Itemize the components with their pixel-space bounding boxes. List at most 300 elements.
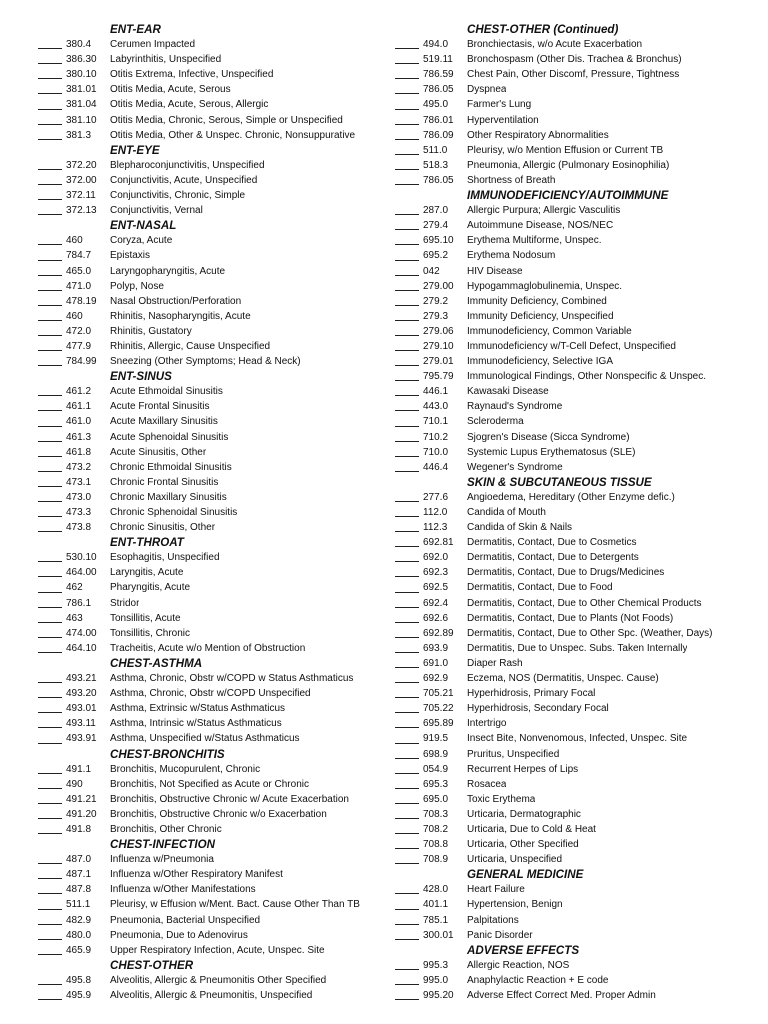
diagnosis-code: 461.1 (66, 401, 92, 413)
checkbox-blank-line[interactable] (38, 275, 62, 276)
code-row (392, 550, 768, 565)
diagnosis-description: Dermatitis, Contact, Due to Food (467, 582, 613, 594)
checkbox-blank-line[interactable] (395, 305, 419, 306)
diagnosis-description: Immunodeficiency w/T-Cell Defect, Unspecified (467, 340, 676, 352)
code-row (392, 641, 768, 656)
checkbox-blank-line[interactable] (395, 154, 419, 155)
diagnosis-description: Dermatitis, Contact, Due to Detergents (467, 552, 639, 564)
code-row (0, 248, 384, 263)
checkbox-blank-line[interactable] (395, 848, 419, 849)
checkbox-blank-line[interactable] (38, 214, 62, 215)
diagnosis-code: 784.99 (66, 356, 97, 368)
code-row (392, 988, 768, 1003)
checkbox-blank-line[interactable] (395, 788, 419, 789)
diagnosis-description: Insect Bite, Nonvenomous, Infected, Unspec. Site (467, 733, 688, 745)
checkbox-blank-line[interactable] (395, 909, 419, 910)
checkbox-blank-line[interactable] (38, 576, 62, 577)
code-row (392, 37, 768, 52)
code-row (392, 822, 768, 837)
diagnosis-code: 919.5 (423, 733, 449, 745)
diagnosis-description: Laryngopharyngitis, Acute (110, 265, 226, 277)
checkbox-blank-line[interactable] (395, 712, 419, 713)
checkbox-blank-line[interactable] (395, 229, 419, 230)
code-row (392, 339, 768, 354)
code-row (392, 535, 768, 550)
checkbox-blank-line[interactable] (38, 712, 62, 713)
diagnosis-description: Dermatitis, Contact, Due to Plants (Not Foods) (467, 612, 674, 624)
checkbox-blank-line[interactable] (38, 184, 62, 185)
code-row (0, 309, 384, 324)
section-heading-skin-subcutaneous-tissue: SKIN & SUBCUTANEOUS TISSUE (467, 475, 652, 489)
code-row (0, 701, 384, 716)
code-row (392, 596, 768, 611)
checkbox-blank-line[interactable] (395, 924, 419, 925)
diagnosis-description: Allergic Purpura; Allergic Vasculitis (467, 205, 621, 217)
checkbox-blank-line[interactable] (395, 214, 419, 215)
checkbox-blank-line[interactable] (38, 426, 62, 427)
checkbox-blank-line[interactable] (395, 244, 419, 245)
diagnosis-code: 279.2 (423, 295, 449, 307)
diagnosis-description: Urticaria, Unspecified (467, 854, 563, 866)
diagnosis-description: Otitis Media, Acute, Serous (110, 84, 231, 96)
code-row (392, 656, 768, 671)
checkbox-blank-line[interactable] (395, 833, 419, 834)
code-row (392, 248, 768, 263)
code-row (392, 294, 768, 309)
code-row (0, 897, 384, 912)
section-heading-ent-throat: ENT-THROAT (110, 536, 184, 550)
code-row (392, 973, 768, 988)
checkbox-blank-line[interactable] (38, 516, 62, 517)
checkbox-blank-line[interactable] (395, 803, 419, 804)
checkbox-blank-line[interactable] (38, 260, 62, 261)
diagnosis-description: Shortness of Breath (467, 174, 556, 186)
diagnosis-description: Bronchitis, Obstructive Chronic w/o Exacerbation (110, 808, 327, 820)
diagnosis-code: 692.0 (423, 552, 449, 564)
section-heading-chest-bronchitis: CHEST-BRONCHITIS (110, 747, 225, 761)
diagnosis-code: 493.20 (66, 688, 97, 700)
diagnosis-description: Conjunctivitis, Acute, Unspecified (110, 174, 258, 186)
checkbox-blank-line[interactable] (38, 456, 62, 457)
checkbox-blank-line[interactable] (395, 773, 419, 774)
diagnosis-code: 279.4 (423, 220, 449, 232)
checkbox-blank-line[interactable] (395, 395, 419, 396)
diagnosis-description: Cerumen Impacted (110, 39, 196, 51)
diagnosis-code: 277.6 (423, 491, 449, 503)
checkbox-blank-line[interactable] (38, 652, 62, 653)
diagnosis-code: 995.20 (423, 990, 454, 1001)
checkbox-blank-line[interactable] (38, 124, 62, 125)
diagnosis-description: Toxic Erythema (467, 793, 536, 805)
diagnosis-code: 381.01 (66, 84, 97, 96)
code-row (0, 641, 384, 656)
checkbox-blank-line[interactable] (395, 93, 419, 94)
diagnosis-code: 692.4 (423, 597, 449, 609)
checkbox-blank-line[interactable] (395, 622, 419, 623)
diagnosis-description: Diaper Rash (467, 657, 523, 669)
checkbox-blank-line[interactable] (38, 199, 62, 200)
checkbox-blank-line[interactable] (395, 48, 419, 49)
diagnosis-description: Panic Disorder (467, 929, 533, 941)
checkbox-blank-line[interactable] (395, 727, 419, 728)
code-row (392, 158, 768, 173)
checkbox-blank-line[interactable] (395, 335, 419, 336)
diagnosis-description: Influenza w/Other Respiratory Manifest (110, 869, 283, 881)
code-row (0, 128, 384, 143)
diagnosis-description: Labyrinthitis, Unspecified (110, 54, 222, 66)
diagnosis-code: 372.13 (66, 205, 97, 217)
diagnosis-code: 705.21 (423, 688, 454, 700)
diagnosis-description: Chronic Sinusitis, Other (110, 522, 216, 534)
checkbox-blank-line[interactable] (38, 305, 62, 306)
diagnosis-description: Immunodeficiency, Selective IGA (467, 356, 613, 368)
checkbox-blank-line[interactable] (38, 954, 62, 955)
diagnosis-description: Pneumonia, Allergic (Pulmonary Eosinophilia) (467, 159, 670, 171)
diagnosis-code: 473.3 (66, 507, 92, 518)
code-row (0, 807, 384, 822)
code-row (392, 897, 768, 912)
checkbox-blank-line[interactable] (38, 486, 62, 487)
checkbox-blank-line[interactable] (38, 863, 62, 864)
diagnosis-description: Asthma, Intrinsic w/Status Asthmaticus (110, 718, 282, 730)
diagnosis-description: Autoimmune Disease, NOS/NEC (467, 220, 614, 232)
checkbox-blank-line[interactable] (395, 63, 419, 64)
checkbox-blank-line[interactable] (38, 531, 62, 532)
diagnosis-code: 381.04 (66, 99, 97, 111)
diagnosis-code: 460 (66, 235, 83, 247)
code-row (392, 67, 768, 82)
checkbox-blank-line[interactable] (395, 426, 419, 427)
diagnosis-description: HIV Disease (467, 265, 523, 277)
diagnosis-code: 279.01 (423, 356, 454, 368)
diagnosis-code: 784.7 (66, 250, 92, 262)
code-row (0, 97, 384, 112)
diagnosis-code: 463 (66, 612, 83, 624)
diagnosis-code: 465.9 (66, 944, 92, 956)
checkbox-blank-line[interactable] (395, 320, 419, 321)
diagnosis-description: Dermatitis, Contact, Due to Other Spc. (Weather, Days) (467, 627, 713, 639)
diagnosis-description: Tonsillitis, Chronic (110, 627, 191, 639)
code-row (0, 943, 384, 958)
checkbox-blank-line[interactable] (38, 561, 62, 562)
checkbox-blank-line[interactable] (38, 169, 62, 170)
diagnosis-description: Asthma, Extrinsic w/Status Asthmaticus (110, 703, 286, 715)
checkbox-blank-line[interactable] (38, 78, 62, 79)
diagnosis-code: 710.1 (423, 416, 449, 428)
checkbox-blank-line[interactable] (395, 999, 419, 1000)
code-row (392, 460, 768, 475)
checkbox-blank-line[interactable] (38, 999, 62, 1000)
diagnosis-description: Rhinitis, Gustatory (110, 325, 192, 337)
diagnosis-code: 786.59 (423, 69, 454, 81)
checkbox-blank-line[interactable] (395, 682, 419, 683)
diagnosis-code: 695.2 (423, 250, 449, 262)
checkbox-blank-line[interactable] (38, 471, 62, 472)
diagnosis-description: Blepharoconjunctivitis, Unspecified (110, 159, 265, 171)
checkbox-blank-line[interactable] (395, 441, 419, 442)
checkbox-blank-line[interactable] (38, 939, 62, 940)
diagnosis-description: Scleroderma (467, 416, 524, 428)
code-row (392, 505, 768, 520)
code-row (392, 686, 768, 701)
checkbox-blank-line[interactable] (395, 365, 419, 366)
checkbox-blank-line[interactable] (38, 93, 62, 94)
code-row (0, 580, 384, 595)
diagnosis-description: Adverse Effect Correct Med. Proper Admin (467, 990, 656, 1001)
checkbox-blank-line[interactable] (38, 139, 62, 140)
diagnosis-code: 695.89 (423, 718, 454, 730)
checkbox-blank-line[interactable] (38, 395, 62, 396)
checkbox-blank-line[interactable] (395, 290, 419, 291)
code-row (392, 233, 768, 248)
diagnosis-description: Pruritus, Unspecified (467, 748, 560, 760)
diagnosis-description: Recurrent Herpes of Lips (467, 763, 579, 775)
checkbox-blank-line[interactable] (395, 576, 419, 577)
checkbox-blank-line[interactable] (395, 667, 419, 668)
code-row (392, 399, 768, 414)
checkbox-blank-line[interactable] (395, 697, 419, 698)
code-row (392, 384, 768, 399)
checkbox-blank-line[interactable] (395, 863, 419, 864)
code-row (0, 731, 384, 746)
checkbox-blank-line[interactable] (38, 48, 62, 49)
checkbox-blank-line[interactable] (395, 139, 419, 140)
diagnosis-description: Asthma, Chronic, Obstr w/COPD Unspecified (110, 688, 311, 700)
diagnosis-code: 795.79 (423, 371, 454, 383)
checkbox-blank-line[interactable] (395, 109, 419, 110)
checkbox-blank-line[interactable] (395, 561, 419, 562)
diagnosis-description: Tracheitis, Acute w/o Mention of Obstruction (110, 642, 306, 654)
code-row (0, 67, 384, 82)
checkbox-blank-line[interactable] (395, 471, 419, 472)
checkbox-blank-line[interactable] (395, 410, 419, 411)
diagnosis-code: 381.10 (66, 114, 97, 126)
code-row (392, 324, 768, 339)
checkbox-blank-line[interactable] (395, 546, 419, 547)
code-row (0, 565, 384, 580)
checkbox-blank-line[interactable] (395, 78, 419, 79)
diagnosis-code: 491.20 (66, 808, 97, 820)
checkbox-blank-line[interactable] (395, 939, 419, 940)
checkbox-blank-line[interactable] (38, 924, 62, 925)
diagnosis-code: 461.0 (66, 416, 92, 428)
code-row (0, 339, 384, 354)
code-row (0, 158, 384, 173)
checkbox-blank-line[interactable] (395, 124, 419, 125)
diagnosis-code: 490 (66, 778, 83, 790)
diagnosis-description: Immunodeficiency, Common Variable (467, 325, 632, 337)
checkbox-blank-line[interactable] (395, 652, 419, 653)
checkbox-blank-line[interactable] (38, 365, 62, 366)
checkbox-blank-line[interactable] (395, 743, 419, 744)
code-row (0, 52, 384, 67)
code-row (392, 279, 768, 294)
checkbox-blank-line[interactable] (38, 63, 62, 64)
diagnosis-code: 487.8 (66, 884, 92, 896)
checkbox-blank-line[interactable] (38, 592, 62, 593)
checkbox-blank-line[interactable] (38, 788, 62, 789)
diagnosis-code: 401.1 (423, 899, 449, 911)
checkbox-blank-line[interactable] (38, 622, 62, 623)
section-heading-ent-sinus: ENT-SINUS (110, 370, 172, 384)
checkbox-blank-line[interactable] (38, 637, 62, 638)
checkbox-blank-line[interactable] (395, 637, 419, 638)
diagnosis-description: Tonsillitis, Acute (110, 612, 181, 624)
diagnosis-description: Immunity Deficiency, Combined (467, 295, 607, 307)
checkbox-blank-line[interactable] (38, 410, 62, 411)
checkbox-blank-line[interactable] (38, 697, 62, 698)
diagnosis-code: 380.10 (66, 69, 97, 81)
diagnosis-code: 491.8 (66, 823, 92, 835)
checkbox-blank-line[interactable] (38, 909, 62, 910)
diagnosis-description: Acute Ethmoidal Sinusitis (110, 386, 223, 398)
diagnosis-description: Otitis Extrema, Infective, Unspecified (110, 69, 274, 81)
checkbox-blank-line[interactable] (38, 335, 62, 336)
checkbox-blank-line[interactable] (38, 803, 62, 804)
diagnosis-code: 786.09 (423, 129, 454, 141)
diagnosis-code: 692.81 (423, 537, 454, 549)
checkbox-blank-line[interactable] (38, 441, 62, 442)
checkbox-blank-line[interactable] (395, 969, 419, 970)
checkbox-blank-line[interactable] (38, 607, 62, 608)
diagnosis-code: 461.3 (66, 431, 92, 443)
diagnosis-code: 054.9 (423, 763, 449, 775)
checkbox-blank-line[interactable] (38, 109, 62, 110)
code-row (0, 671, 384, 686)
section-heading-ent-nasal: ENT-NASAL (110, 219, 177, 233)
checkbox-blank-line[interactable] (38, 833, 62, 834)
diagnosis-description: Conjunctivitis, Chronic, Simple (110, 190, 246, 202)
checkbox-blank-line[interactable] (395, 516, 419, 517)
checkbox-blank-line[interactable] (38, 501, 62, 502)
checkbox-blank-line[interactable] (395, 758, 419, 759)
diagnosis-description: Urticaria, Due to Cold & Heat (467, 823, 596, 835)
checkbox-blank-line[interactable] (395, 893, 419, 894)
checkbox-blank-line[interactable] (38, 878, 62, 879)
diagnosis-description: Acute Maxillary Sinusitis (110, 416, 218, 428)
checkbox-blank-line[interactable] (38, 682, 62, 683)
checkbox-blank-line[interactable] (38, 893, 62, 894)
diagnosis-description: Candida of Mouth (467, 507, 546, 518)
diagnosis-description: Rhinitis, Nasopharyngitis, Acute (110, 310, 251, 322)
code-row (0, 354, 384, 369)
diagnosis-code: 428.0 (423, 884, 449, 896)
diagnosis-code: 705.22 (423, 703, 454, 715)
code-row (392, 762, 768, 777)
diagnosis-description: Eczema, NOS (Dermatitis, Unspec. Cause) (467, 673, 659, 685)
diagnosis-code: 995.0 (423, 974, 449, 986)
code-row (392, 520, 768, 535)
diagnosis-code: 477.9 (66, 340, 92, 352)
diagnosis-code: 279.00 (423, 280, 454, 292)
diagnosis-description: Erythema Nodosum (467, 250, 556, 262)
diagnosis-code: 112.0 (423, 507, 448, 518)
code-row (0, 611, 384, 626)
code-row (0, 324, 384, 339)
code-row (0, 716, 384, 731)
diagnosis-description: Otitis Media, Other & Unspec. Chronic, Nonsuppurative (110, 129, 356, 141)
section-heading-immunodeficiency-autoimmune: IMMUNODEFICIENCY/AUTOIMMUNE (467, 189, 669, 203)
checkbox-blank-line[interactable] (395, 984, 419, 985)
diagnosis-code: 692.9 (423, 673, 449, 685)
diagnosis-code: 112.3 (423, 522, 448, 534)
checkbox-blank-line[interactable] (38, 984, 62, 985)
code-row (0, 852, 384, 867)
checkbox-blank-line[interactable] (395, 184, 419, 185)
checkbox-blank-line[interactable] (38, 743, 62, 744)
code-row (0, 867, 384, 882)
diagnosis-description: Dermatitis, Contact, Due to Drugs/Medicines (467, 567, 665, 579)
checkbox-blank-line[interactable] (38, 818, 62, 819)
code-row (0, 430, 384, 445)
checkbox-blank-line[interactable] (395, 531, 419, 532)
diagnosis-code: 464.00 (66, 567, 97, 579)
checkbox-blank-line[interactable] (395, 607, 419, 608)
diagnosis-code: 695.3 (423, 778, 449, 790)
checkbox-blank-line[interactable] (395, 818, 419, 819)
code-row (0, 475, 384, 490)
code-row (392, 837, 768, 852)
checkbox-blank-line[interactable] (38, 320, 62, 321)
code-row (0, 294, 384, 309)
checkbox-blank-line[interactable] (395, 456, 419, 457)
diagnosis-description: Candida of Skin & Nails (467, 522, 573, 534)
checkbox-blank-line[interactable] (38, 290, 62, 291)
checkbox-blank-line[interactable] (395, 380, 419, 381)
diagnosis-code: 493.11 (66, 718, 96, 730)
diagnosis-description: Pneumonia, Bacterial Unspecified (110, 914, 261, 926)
checkbox-blank-line[interactable] (38, 773, 62, 774)
code-row (392, 747, 768, 762)
section-heading-chest-other: CHEST-OTHER (110, 958, 194, 972)
diagnosis-code: 786.05 (423, 84, 454, 96)
code-row (392, 565, 768, 580)
code-row (0, 264, 384, 279)
diagnosis-description: Wegener's Syndrome (467, 461, 563, 473)
checkbox-blank-line[interactable] (38, 350, 62, 351)
checkbox-blank-line[interactable] (395, 275, 419, 276)
code-row (392, 414, 768, 429)
diagnosis-code: 692.5 (423, 582, 449, 594)
diagnosis-code: 279.10 (423, 340, 454, 352)
code-row (0, 414, 384, 429)
code-row (392, 264, 768, 279)
checkbox-blank-line[interactable] (395, 169, 419, 170)
diagnosis-description: Asthma, Unspecified w/Status Asthmaticus (110, 733, 300, 745)
checkbox-blank-line[interactable] (38, 727, 62, 728)
diagnosis-description: Hyperhidrosis, Secondary Focal (467, 703, 609, 715)
code-row (392, 354, 768, 369)
diagnosis-description: Polyp, Nose (110, 280, 164, 292)
checkbox-blank-line[interactable] (395, 501, 419, 502)
diagnosis-code: 692.6 (423, 612, 449, 624)
diagnosis-description: Rosacea (467, 778, 507, 790)
checkbox-blank-line[interactable] (395, 350, 419, 351)
diagnosis-description: Upper Respiratory Infection, Acute, Unspec. Site (110, 944, 325, 956)
checkbox-blank-line[interactable] (395, 260, 419, 261)
diagnosis-code: 494.0 (423, 39, 449, 51)
checkbox-blank-line[interactable] (38, 244, 62, 245)
diagnosis-description: Angioedema, Hereditary (Other Enzyme defic.) (467, 491, 675, 503)
diagnosis-code: 692.3 (423, 567, 449, 579)
diagnosis-description: Rhinitis, Allergic, Cause Unspecified (110, 340, 271, 352)
code-row (392, 309, 768, 324)
code-row (392, 203, 768, 218)
diagnosis-code: 478.19 (66, 295, 97, 307)
code-row (392, 701, 768, 716)
code-row (392, 792, 768, 807)
checkbox-blank-line[interactable] (395, 592, 419, 593)
